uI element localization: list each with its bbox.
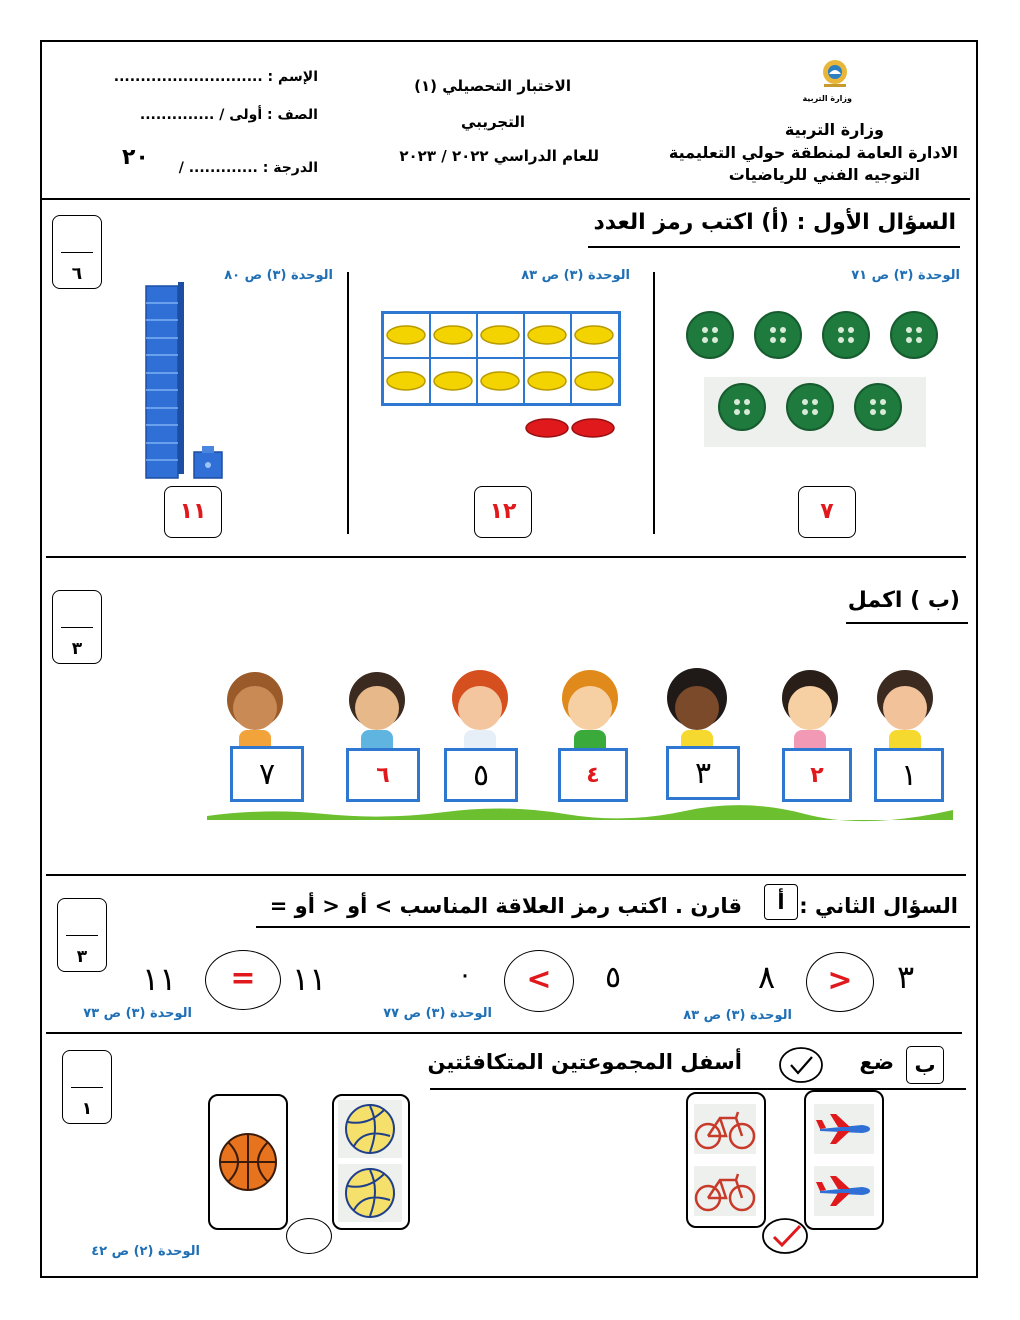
basketball-icon [220, 1134, 276, 1190]
q1-answer-3[interactable]: ١١ [164, 486, 222, 538]
q1b-score-box: ٣ [52, 590, 102, 664]
grade-field[interactable]: الدرجة : ............. / [178, 160, 318, 176]
q1-answer-1[interactable]: ٧ [798, 486, 856, 538]
ministry-label: وزارة التربية [784, 120, 884, 139]
airplane-icon [814, 1166, 874, 1216]
single-cube-icon [194, 446, 222, 478]
q1-unit-1: الوحدة (٣) ص ٧١ [851, 268, 960, 283]
q1-answer-2[interactable]: ١٢ [474, 486, 532, 538]
compare-1-sign[interactable]: > [806, 952, 874, 1012]
header-divider [40, 198, 970, 200]
q1b-title: (ب ) اكمل [847, 588, 960, 613]
volleyball-icon [338, 1164, 402, 1222]
directorate-label: الادارة العامة لمنطقة حولي التعليمية [668, 143, 958, 162]
q1-title: السؤال الأول : (أ) اكتب رمز العدد [593, 210, 956, 235]
q2b-title-underline [430, 1088, 966, 1090]
compare-3-unit: الوحدة (٣) ص ٧٣ [83, 1006, 192, 1021]
q1-unit-2: الوحدة (٣) ص ٨٣ [521, 268, 630, 283]
exam-title: الاختبار التحصيلي (١) [414, 77, 571, 95]
q1-divider-left [347, 272, 349, 534]
q1-divider-right [653, 272, 655, 534]
volleyball-icon [338, 1100, 402, 1158]
checkmark-icon [778, 1046, 824, 1084]
compare-1-left: ٣ [897, 958, 915, 996]
class-field[interactable]: الصف : أولى / .............. [139, 107, 318, 123]
q1-title-underline [588, 246, 960, 248]
compare-3-left: ١١ [292, 960, 327, 998]
q2b-part-label: ب [906, 1046, 944, 1084]
airplane-group [804, 1090, 884, 1230]
q2-score-box: ٣ [57, 898, 107, 972]
airplane-icon [814, 1104, 874, 1154]
compare-1-right: ٨ [758, 958, 776, 996]
q2-part-label: أ [764, 884, 798, 920]
compare-2-left: ٥ [605, 960, 622, 995]
buttons-group-image [682, 305, 940, 448]
q2b-instruction: أسفل المجموعتين المتكافئتين [427, 1050, 742, 1074]
q1-score-box: ٦ [52, 215, 102, 289]
academic-year: للعام الدراسي ٢٠٢٢ / ٢٠٢٣ [399, 147, 599, 165]
button-icon [687, 312, 937, 430]
compare-1-unit: الوحدة (٣) ص ٨٣ [683, 1008, 792, 1023]
number-card-2[interactable]: ٢ [782, 748, 852, 802]
ten-frame-image [381, 311, 621, 441]
grade-total: ٢٠ [122, 145, 149, 170]
linking-cubes-image [140, 280, 230, 480]
q1-unit-3: الوحدة (٣) ص ٨٠ [224, 268, 333, 283]
number-card-1: ١ [874, 748, 944, 802]
q2b-unit: الوحدة (٢) ص ٤٢ [91, 1244, 200, 1259]
answer-circle-empty[interactable] [286, 1218, 332, 1254]
cube-tower-icon [146, 282, 184, 478]
q1b-divider [46, 874, 966, 876]
number-card-7: ٧ [230, 746, 304, 802]
q2-divider [46, 1032, 962, 1034]
q1-divider [46, 556, 966, 558]
number-card-6[interactable]: ٦ [346, 748, 420, 802]
exam-type: التجريبي [461, 113, 525, 131]
q2-title-underline [256, 926, 970, 928]
volleyball-group [332, 1094, 410, 1230]
number-card-4[interactable]: ٤ [558, 748, 628, 802]
basketball-group [208, 1094, 288, 1230]
q2b-put-label: ضع [859, 1050, 894, 1074]
q2-title: السؤال الثاني : [799, 894, 958, 918]
number-card-5: ٥ [444, 748, 518, 802]
compare-2-unit: الوحدة (٣) ص ٧٧ [383, 1006, 492, 1021]
q1b-title-underline [846, 622, 968, 624]
compare-3-sign[interactable]: = [205, 950, 281, 1010]
q2-instruction: قارن . اكتب رمز العلاقة المناسب > أو < أو = [269, 894, 742, 918]
q2b-score-box: ١ [62, 1050, 112, 1124]
student-name-field[interactable]: الإسم : ............................ [113, 69, 318, 85]
compare-2-sign[interactable]: < [504, 950, 574, 1012]
bicycle-icon [694, 1166, 756, 1216]
compare-2-right: ٠ [458, 960, 472, 990]
supervision-label: التوجيه الفني للرياضيات [728, 165, 920, 184]
red-counter-icon [526, 419, 614, 437]
compare-3-right: ١١ [142, 960, 177, 998]
bicycle-group [686, 1092, 766, 1228]
ministry-small-label: وزارة التربية [802, 94, 852, 103]
number-card-3: ٣ [666, 746, 740, 800]
answer-check-mark[interactable] [760, 1216, 810, 1256]
bicycle-icon [694, 1104, 756, 1154]
